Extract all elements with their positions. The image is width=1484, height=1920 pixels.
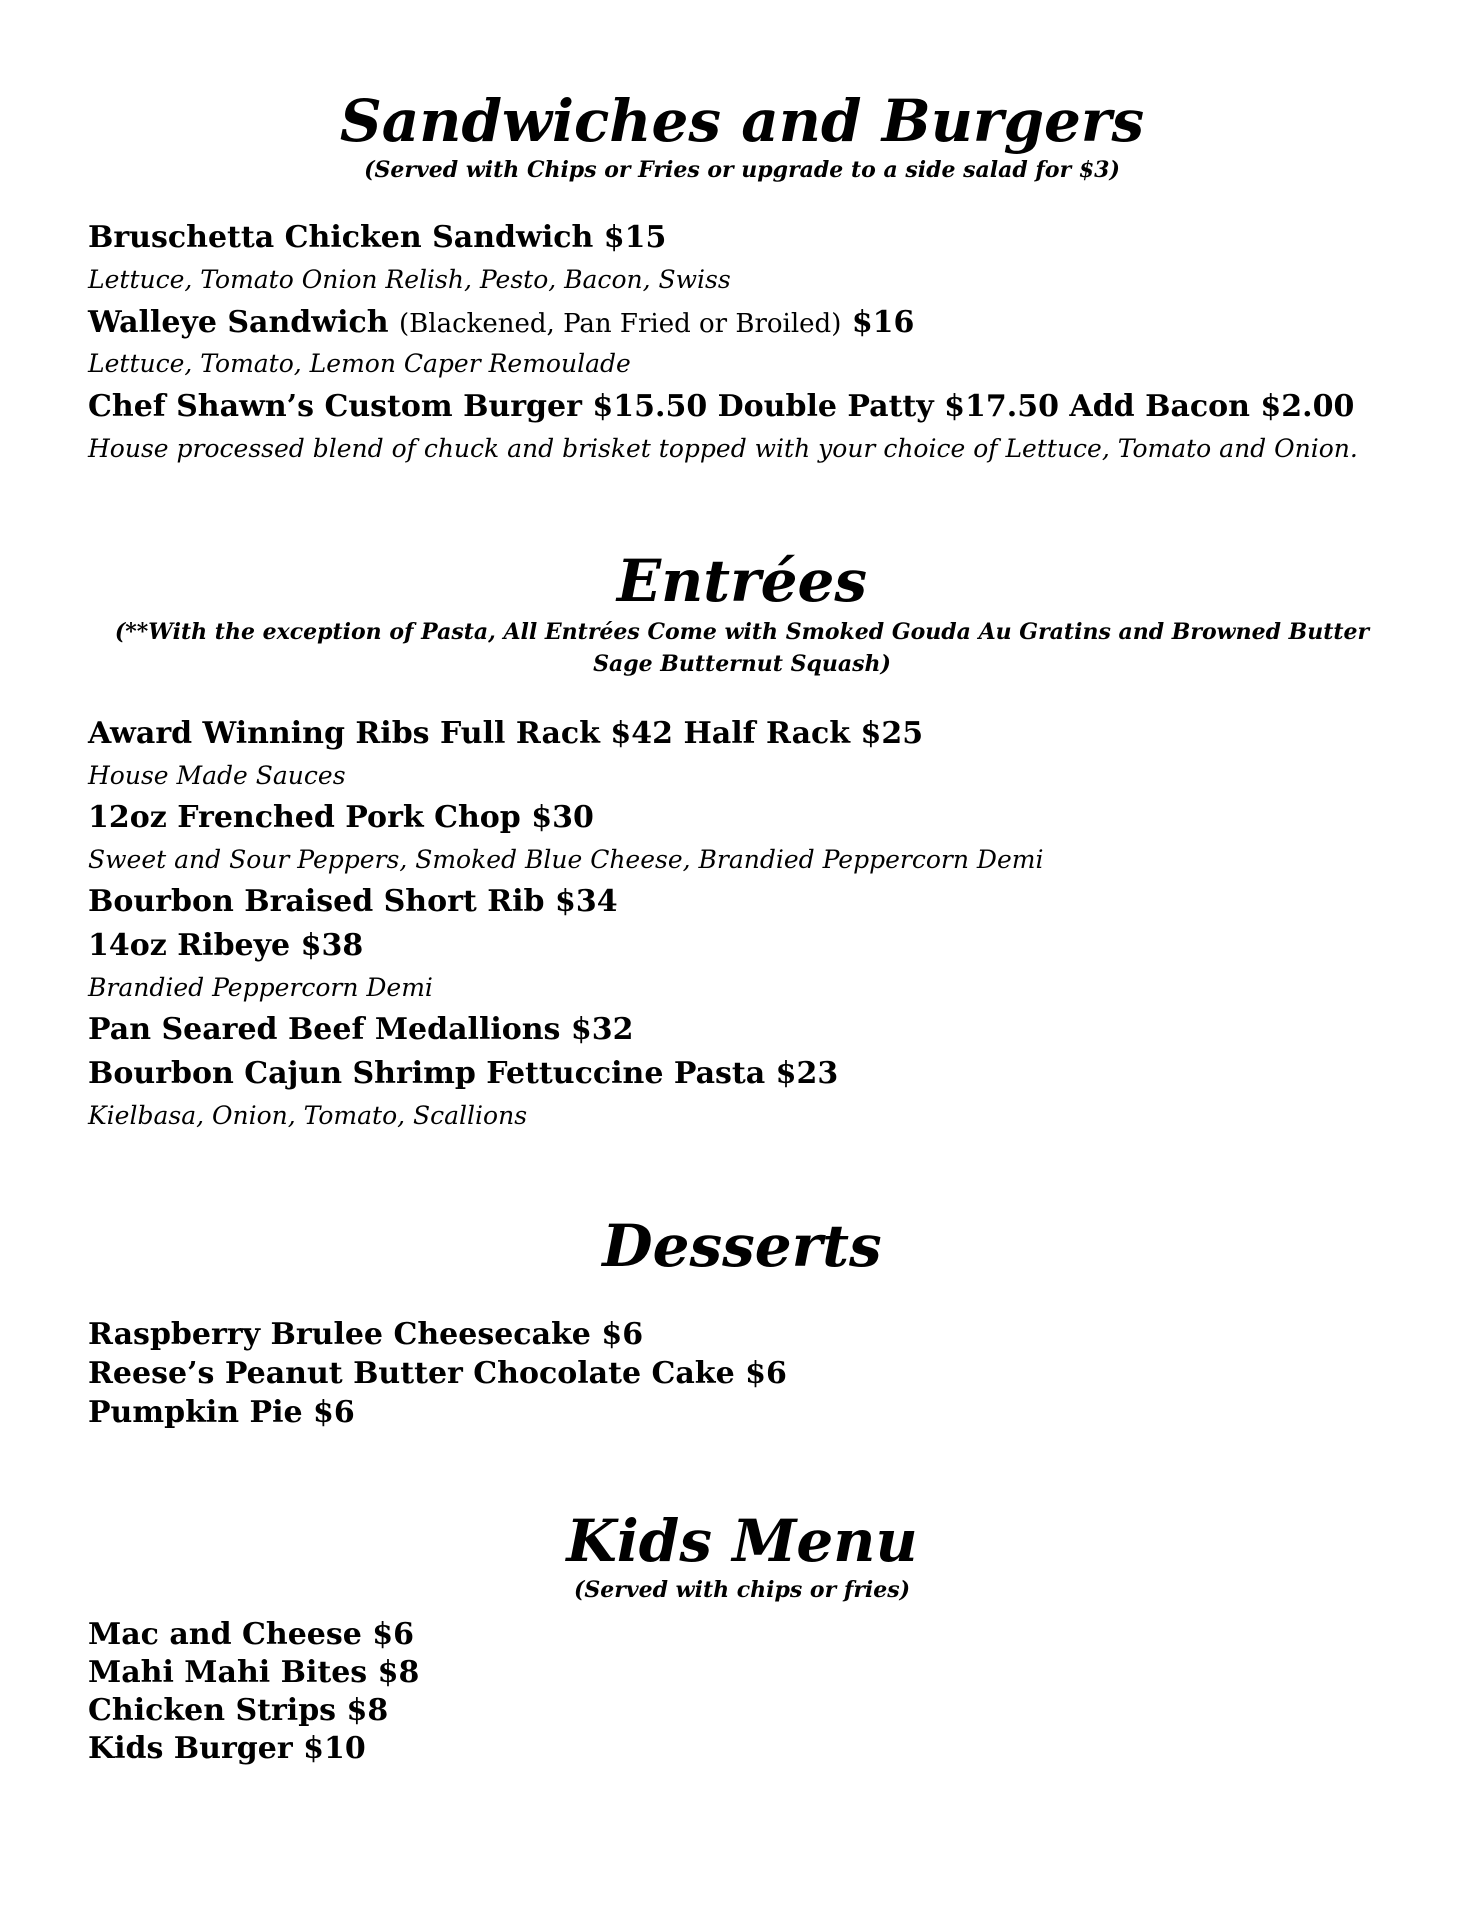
menu-item-name <box>88 303 914 344</box>
menu-item-name: 12oz Frenched Pork Chop $30 <box>88 800 594 835</box>
menu-item-name: Chef Shawn’s Custom Burger $15.50 Double Patty $17.50 Add Bacon $2.00 <box>88 389 1355 424</box>
entrees-note-line1: (**With the exception of Pasta, All Entrées Come with Smoked Gouda Au Gratins and Browned Butter <box>114 619 1370 645</box>
menu-item-name: Bruschetta Chicken Sandwich $15 <box>88 220 667 255</box>
dessert-item: Reese’s Peanut Butter Chocolate Cake $6 <box>88 1356 787 1391</box>
menu-item-name: Bourbon Cajun Shrimp Fettuccine Pasta $23 <box>88 1056 839 1091</box>
dessert-item: Raspberry Brulee Cheesecake $6 <box>88 1317 644 1352</box>
dessert-item: Pumpkin Pie $6 <box>88 1395 355 1430</box>
menu-item-name: 14oz Ribeye $38 <box>88 928 364 963</box>
menu-item-name: Bourbon Braised Short Rib $34 <box>88 884 618 919</box>
menu-item-desc: Lettuce, Tomato Onion Relish, Pesto, Bacon, Swiss <box>88 265 731 294</box>
menu-item-desc: Lettuce, Tomato, Lemon Caper Remoulade <box>88 349 631 378</box>
menu-item-name: Award Winning Ribs Full Rack $42 Half Rack $25 <box>88 716 924 751</box>
kids-menu-title: Kids Menu <box>566 1507 918 1575</box>
menu-item-desc: House processed blend of chuck and brisket topped with your choice of Lettuce, Tomato and Onion. <box>88 434 1358 463</box>
menu-item-desc: Kielbasa, Onion, Tomato, Scallions <box>88 1101 528 1130</box>
kids-item: Mahi Mahi Bites $8 <box>88 1655 420 1690</box>
item-price-text: $16 <box>851 305 915 340</box>
kids-item: Kids Burger $10 <box>88 1731 366 1766</box>
kids-item: Chicken Strips $8 <box>88 1693 389 1728</box>
item-name-text: Walleye Sandwich <box>88 305 389 340</box>
menu-item-desc: Brandied Peppercorn Demi <box>88 973 433 1002</box>
kids-item: Mac and Cheese $6 <box>88 1617 415 1652</box>
sandwiches-note: (Served with Chips or Fries or upgrade to a side salad for $3) <box>364 157 1120 183</box>
menu-item-desc: Sweet and Sour Peppers, Smoked Blue Cheese, Brandied Peppercorn Demi <box>88 845 1044 874</box>
menu-item-desc: House Made Sauces <box>88 761 346 790</box>
menu-item-name: Pan Seared Beef Medallions $32 <box>88 1012 634 1047</box>
desserts-title: Desserts <box>602 1212 882 1280</box>
kids-menu-note: (Served with chips or fries) <box>573 1577 911 1603</box>
sandwiches-title: Sandwiches and Burgers <box>339 87 1145 155</box>
entrees-note-line2: Sage Butternut Squash) <box>593 651 891 677</box>
item-prep-text: (Blackened, Pan Fried or Broiled) <box>399 309 842 339</box>
entrees-title: Entrées <box>616 547 868 615</box>
